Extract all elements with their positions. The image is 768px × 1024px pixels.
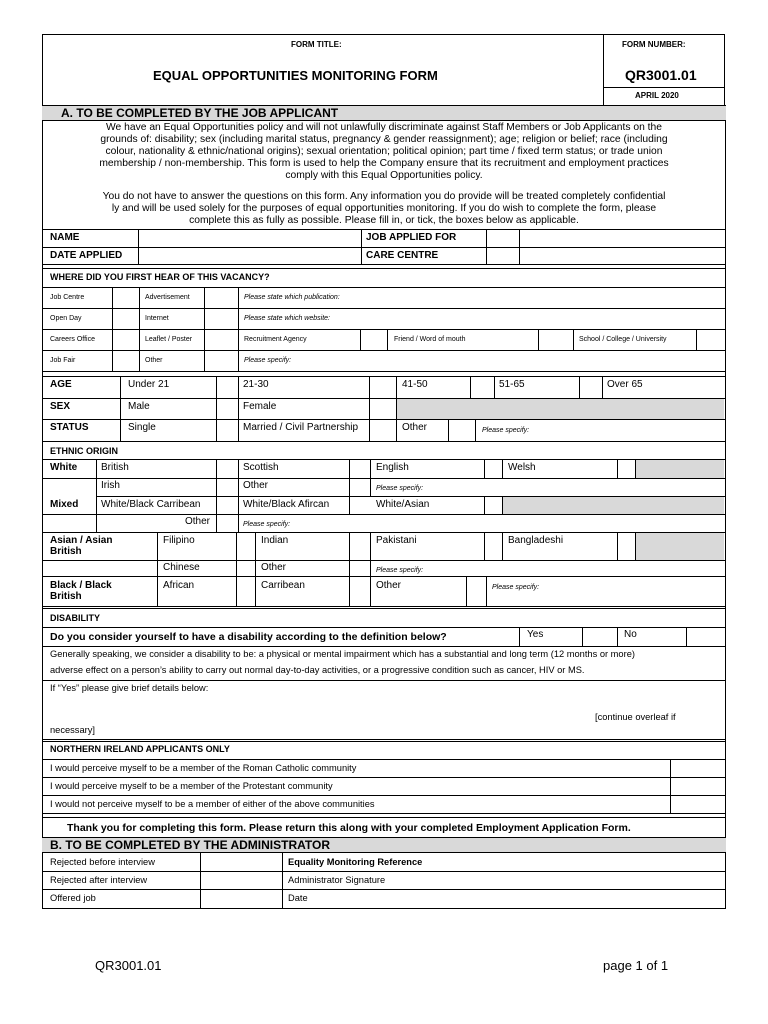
ethnic-white-asian-checkbox[interactable] [485, 497, 501, 513]
asian-shaded-cell [636, 533, 724, 560]
ethnic-african: African [163, 580, 195, 591]
ethnic-irish-checkbox[interactable] [217, 479, 237, 495]
status-married: Married / Civil Partnership [243, 422, 359, 433]
ethnic-asian-other: Other [261, 562, 287, 573]
white-shaded-cell [636, 460, 724, 478]
job-applied-label: JOB APPLIED FOR [366, 232, 457, 243]
form-title: EQUAL OPPORTUNITIES MONITORING FORM [153, 68, 438, 83]
vacancy-open-day: Open Day [50, 315, 82, 322]
disability-definition-line-2: adverse effect on a person’s ability to carry out normal day-to-day activities, or a progressive condition such as cancer, HIV or MS. [50, 665, 585, 675]
ethnic-scottish-checkbox[interactable] [350, 460, 369, 477]
ethnic-asian-other-checkbox[interactable] [350, 561, 369, 575]
ethnic-black-label-1: Black / Black [50, 580, 112, 591]
ethnic-white-black-african: White/Black Afircan [243, 499, 330, 510]
sex-label: SEX [50, 401, 71, 412]
vacancy-school: School / College / University [579, 336, 667, 343]
admin-signature-field[interactable] [450, 872, 724, 888]
job-fair-checkbox[interactable] [113, 351, 138, 370]
form-date: APRIL 2020 [635, 91, 679, 100]
age-label: AGE [50, 379, 72, 390]
date-applied-label: DATE APPLIED [50, 250, 123, 261]
internet-checkbox[interactable] [205, 309, 237, 328]
rejected-after-checkbox[interactable] [201, 872, 281, 888]
status-label: STATUS [50, 422, 89, 433]
sex-female-checkbox[interactable] [370, 399, 395, 418]
footer-page-number: page 1 of 1 [603, 958, 669, 973]
age-under-21-checkbox[interactable] [217, 377, 237, 397]
care-centre-label: CARE CENTRE [366, 250, 439, 261]
age-under-21: Under 21 [128, 379, 170, 390]
sex-shaded-cell [397, 399, 724, 419]
ni-option-neither: I would not perceive myself to be a member of either of the above communities [50, 799, 375, 809]
age-over-65: Over 65 [607, 379, 643, 390]
name-field[interactable] [139, 230, 360, 246]
sex-male: Male [128, 401, 150, 412]
advertisement-checkbox[interactable] [205, 288, 237, 307]
status-married-checkbox[interactable] [370, 420, 395, 440]
vacancy-careers-office: Careers Office [50, 336, 95, 343]
form-number-label: FORM NUMBER: [622, 40, 686, 49]
vacancy-question: WHERE DID YOU FIRST HEAR OF THIS VACANCY? [50, 272, 270, 282]
age-51-65: 51-65 [499, 379, 525, 390]
ni-neither-checkbox[interactable] [671, 796, 724, 812]
disability-details-prompt: If “Yes” please give brief details below: [50, 683, 209, 693]
ethnic-bangladeshi-checkbox[interactable] [618, 533, 634, 559]
ethnic-white-black-caribbean-checkbox[interactable] [217, 497, 237, 513]
ethnic-pakistani: Pakistani [376, 535, 417, 546]
ethnic-white-specify-hint: Please specify: [376, 485, 424, 492]
vacancy-other: Other [145, 357, 163, 364]
sex-female: Female [243, 401, 277, 412]
leaflet-poster-checkbox[interactable] [205, 330, 237, 349]
ethnic-african-checkbox[interactable] [237, 577, 254, 605]
mixed-shaded-cell [503, 497, 724, 514]
disability-no: No [624, 629, 637, 640]
vacancy-internet: Internet [145, 315, 169, 322]
ethnic-asian-label-2: British [50, 546, 82, 557]
ethnic-black-other: Other [376, 580, 402, 591]
ethnic-white-other: Other [243, 480, 269, 491]
disability-continue-note-2: necessary] [50, 725, 95, 735]
disability-question: Do you consider yourself to have a disability according to the definition below? [50, 631, 447, 643]
ethnic-asian-specify-hint: Please specify: [376, 567, 424, 574]
section-b-title: B. TO BE COMPLETED BY THE ADMINISTRATOR [50, 838, 331, 852]
vacancy-specify-field[interactable] [320, 351, 724, 370]
form-title-label: FORM TITLE: [291, 40, 342, 49]
disability-no-checkbox[interactable] [687, 628, 724, 645]
sex-male-checkbox[interactable] [217, 399, 237, 418]
disability-yes-checkbox[interactable] [583, 628, 616, 645]
ethnic-mixed-label: Mixed [50, 499, 79, 510]
offered-job-label: Offered job [50, 893, 96, 903]
vacancy-specify-hint: Please specify: [244, 357, 292, 364]
vacancy-advertisement: Advertisement [145, 294, 190, 301]
ni-option-catholic: I would perceive myself to be a member of the Roman Catholic community [50, 763, 357, 773]
ethnic-black-other-checkbox[interactable] [467, 577, 485, 605]
ethnic-irish: Irish [101, 480, 120, 491]
ethnic-english: English [376, 462, 409, 473]
ethnic-caribbean-checkbox[interactable] [350, 577, 369, 605]
ni-catholic-checkbox[interactable] [671, 760, 724, 776]
form-number: QR3001.01 [625, 67, 697, 83]
ethnic-chinese: Chinese [163, 562, 200, 573]
ethnic-mixed-other: Other [185, 516, 211, 527]
ethnic-indian: Indian [261, 535, 289, 546]
ethnic-mixed-other-checkbox[interactable] [217, 515, 237, 531]
school-checkbox[interactable] [697, 330, 724, 349]
ethnic-indian-checkbox[interactable] [350, 533, 369, 559]
info-paragraph: You do not have to answer the questions on this form. Any information you do provide will be treated completely confidential ly and will be used solely for the purposes of equal opportunities monitoring. If you do wish to complete the form, please complete this as fully as possible. Please fill in, or tick, the boxes below as applicable. [102, 191, 666, 226]
ethnic-white-black-african-checkbox[interactable] [350, 497, 369, 513]
ethnic-asian-label-1: Asian / Asian [50, 535, 113, 546]
admin-signature-label: Administrator Signature [288, 875, 386, 885]
age-41-50-checkbox[interactable] [471, 377, 493, 397]
age-over-65-checkbox[interactable] [690, 377, 724, 397]
friend-checkbox[interactable] [539, 330, 572, 349]
age-51-65-checkbox[interactable] [580, 377, 601, 397]
disability-yes: Yes [527, 629, 544, 640]
ethnic-filipino-checkbox[interactable] [237, 533, 254, 559]
publication-hint: Please state which publication: [244, 294, 340, 301]
job-centre-checkbox[interactable] [113, 288, 138, 307]
vacancy-friend: Friend / Word of mouth [394, 336, 466, 343]
admin-date-field[interactable] [450, 890, 724, 907]
name-label: NAME [50, 232, 80, 243]
disability-label: DISABILITY [50, 613, 101, 623]
disability-definition-line-1: Generally speaking, we consider a disability to be: a physical or mental impairment which has a substantial and long term (12 months or more) [50, 649, 635, 659]
age-41-50: 41-50 [402, 379, 428, 390]
section-a-title: A. TO BE COMPLETED BY THE JOB APPLICANT [61, 106, 339, 120]
intro-paragraph: We have an Equal Opportunities policy and will not unlawfully discriminate against Staff Members or Job Applicants on the grounds of: disability; sex (including marital status, pregnancy & gender reassignment); age; religion or belief; race (including colour, nationality & ethnic/national origins); sexual orientation; political opinion; part time / fixed term status; or trade union membership / non-membership. This form is used to help the Company ensure that its recruitment and employment practices comply with this Equal Opportunities policy. [99, 122, 669, 181]
offered-job-checkbox[interactable] [201, 890, 281, 907]
age-21-30: 21-30 [243, 379, 269, 390]
status-specify-field[interactable] [540, 420, 724, 440]
footer-form-code: QR3001.01 [95, 958, 162, 973]
ethnic-white-specify-field[interactable] [440, 479, 724, 495]
website-field[interactable] [390, 309, 724, 328]
age-21-30-checkbox[interactable] [370, 377, 395, 397]
rejected-after-label: Rejected after interview [50, 875, 148, 885]
ethnic-white-asian: White/Asian [376, 499, 430, 510]
ethnic-white-black-caribbean: White/Black Carribean [101, 499, 201, 510]
ethnic-caribbean: Carribean [261, 580, 305, 591]
thank-you-message: Thank you for completing this form. Please return this along with your completed Employment Application Form. [67, 822, 631, 834]
vacancy-job-centre: Job Centre [50, 294, 85, 301]
ethnic-welsh: Welsh [508, 462, 536, 473]
ethnic-scottish: Scottish [243, 462, 279, 473]
disability-continue-note: [continue overleaf if [595, 712, 676, 722]
rejected-before-checkbox[interactable] [201, 854, 281, 870]
ethnic-white-other-checkbox[interactable] [350, 479, 369, 495]
ethnic-mixed-specify-field[interactable] [310, 515, 724, 531]
vacancy-job-fair: Job Fair [50, 357, 76, 364]
status-single: Single [128, 422, 156, 433]
ethnic-asian-specify-field[interactable] [440, 561, 724, 575]
date-applied-field[interactable] [139, 248, 360, 263]
status-single-checkbox[interactable] [217, 420, 237, 440]
ethnic-white-label: White [50, 462, 78, 473]
open-day-checkbox[interactable] [113, 309, 138, 328]
admin-date-label: Date [288, 893, 308, 903]
job-applied-field[interactable] [520, 230, 724, 246]
ethnic-english-checkbox[interactable] [485, 460, 501, 477]
careers-office-checkbox[interactable] [113, 330, 138, 349]
status-specify-hint: Please specify: [482, 427, 530, 434]
vacancy-other-checkbox[interactable] [205, 351, 237, 370]
ethnic-filipino: Filipino [163, 535, 195, 546]
website-hint: Please state which website: [244, 315, 330, 322]
northern-ireland-label: NORTHERN IRELAND APPLICANTS ONLY [50, 744, 230, 754]
publication-field[interactable] [390, 288, 724, 307]
ethnic-origin-label: ETHNIC ORIGIN [50, 446, 119, 456]
ethnic-bangladeshi: Bangladeshi [508, 535, 564, 546]
ethnic-black-label-2: British [50, 591, 82, 602]
ethnic-black-specify-hint: Please specify: [492, 584, 540, 591]
ni-protestant-checkbox[interactable] [671, 778, 724, 794]
ethnic-black-specify-field[interactable] [550, 577, 724, 605]
ethnic-british-checkbox[interactable] [217, 460, 237, 477]
equality-ref-label: Equality Monitoring Reference [288, 857, 423, 867]
ethnic-british: British [101, 462, 129, 473]
vacancy-recruitment-agency: Recruitment Agency [244, 336, 307, 343]
rejected-before-label: Rejected before interview [50, 857, 155, 867]
status-other-checkbox[interactable] [449, 420, 474, 440]
vacancy-leaflet-poster: Leaflet / Poster [145, 336, 193, 343]
recruitment-agency-checkbox[interactable] [361, 330, 386, 349]
ethnic-chinese-checkbox[interactable] [237, 561, 254, 575]
ethnic-pakistani-checkbox[interactable] [485, 533, 501, 559]
ethnic-mixed-specify-hint: Please specify: [243, 521, 291, 528]
care-centre-field[interactable] [520, 248, 724, 263]
equality-ref-field[interactable] [450, 854, 724, 870]
ethnic-welsh-checkbox[interactable] [618, 460, 634, 477]
ni-option-protestant: I would perceive myself to be a member of the Protestant community [50, 781, 333, 791]
status-other: Other [402, 422, 428, 433]
